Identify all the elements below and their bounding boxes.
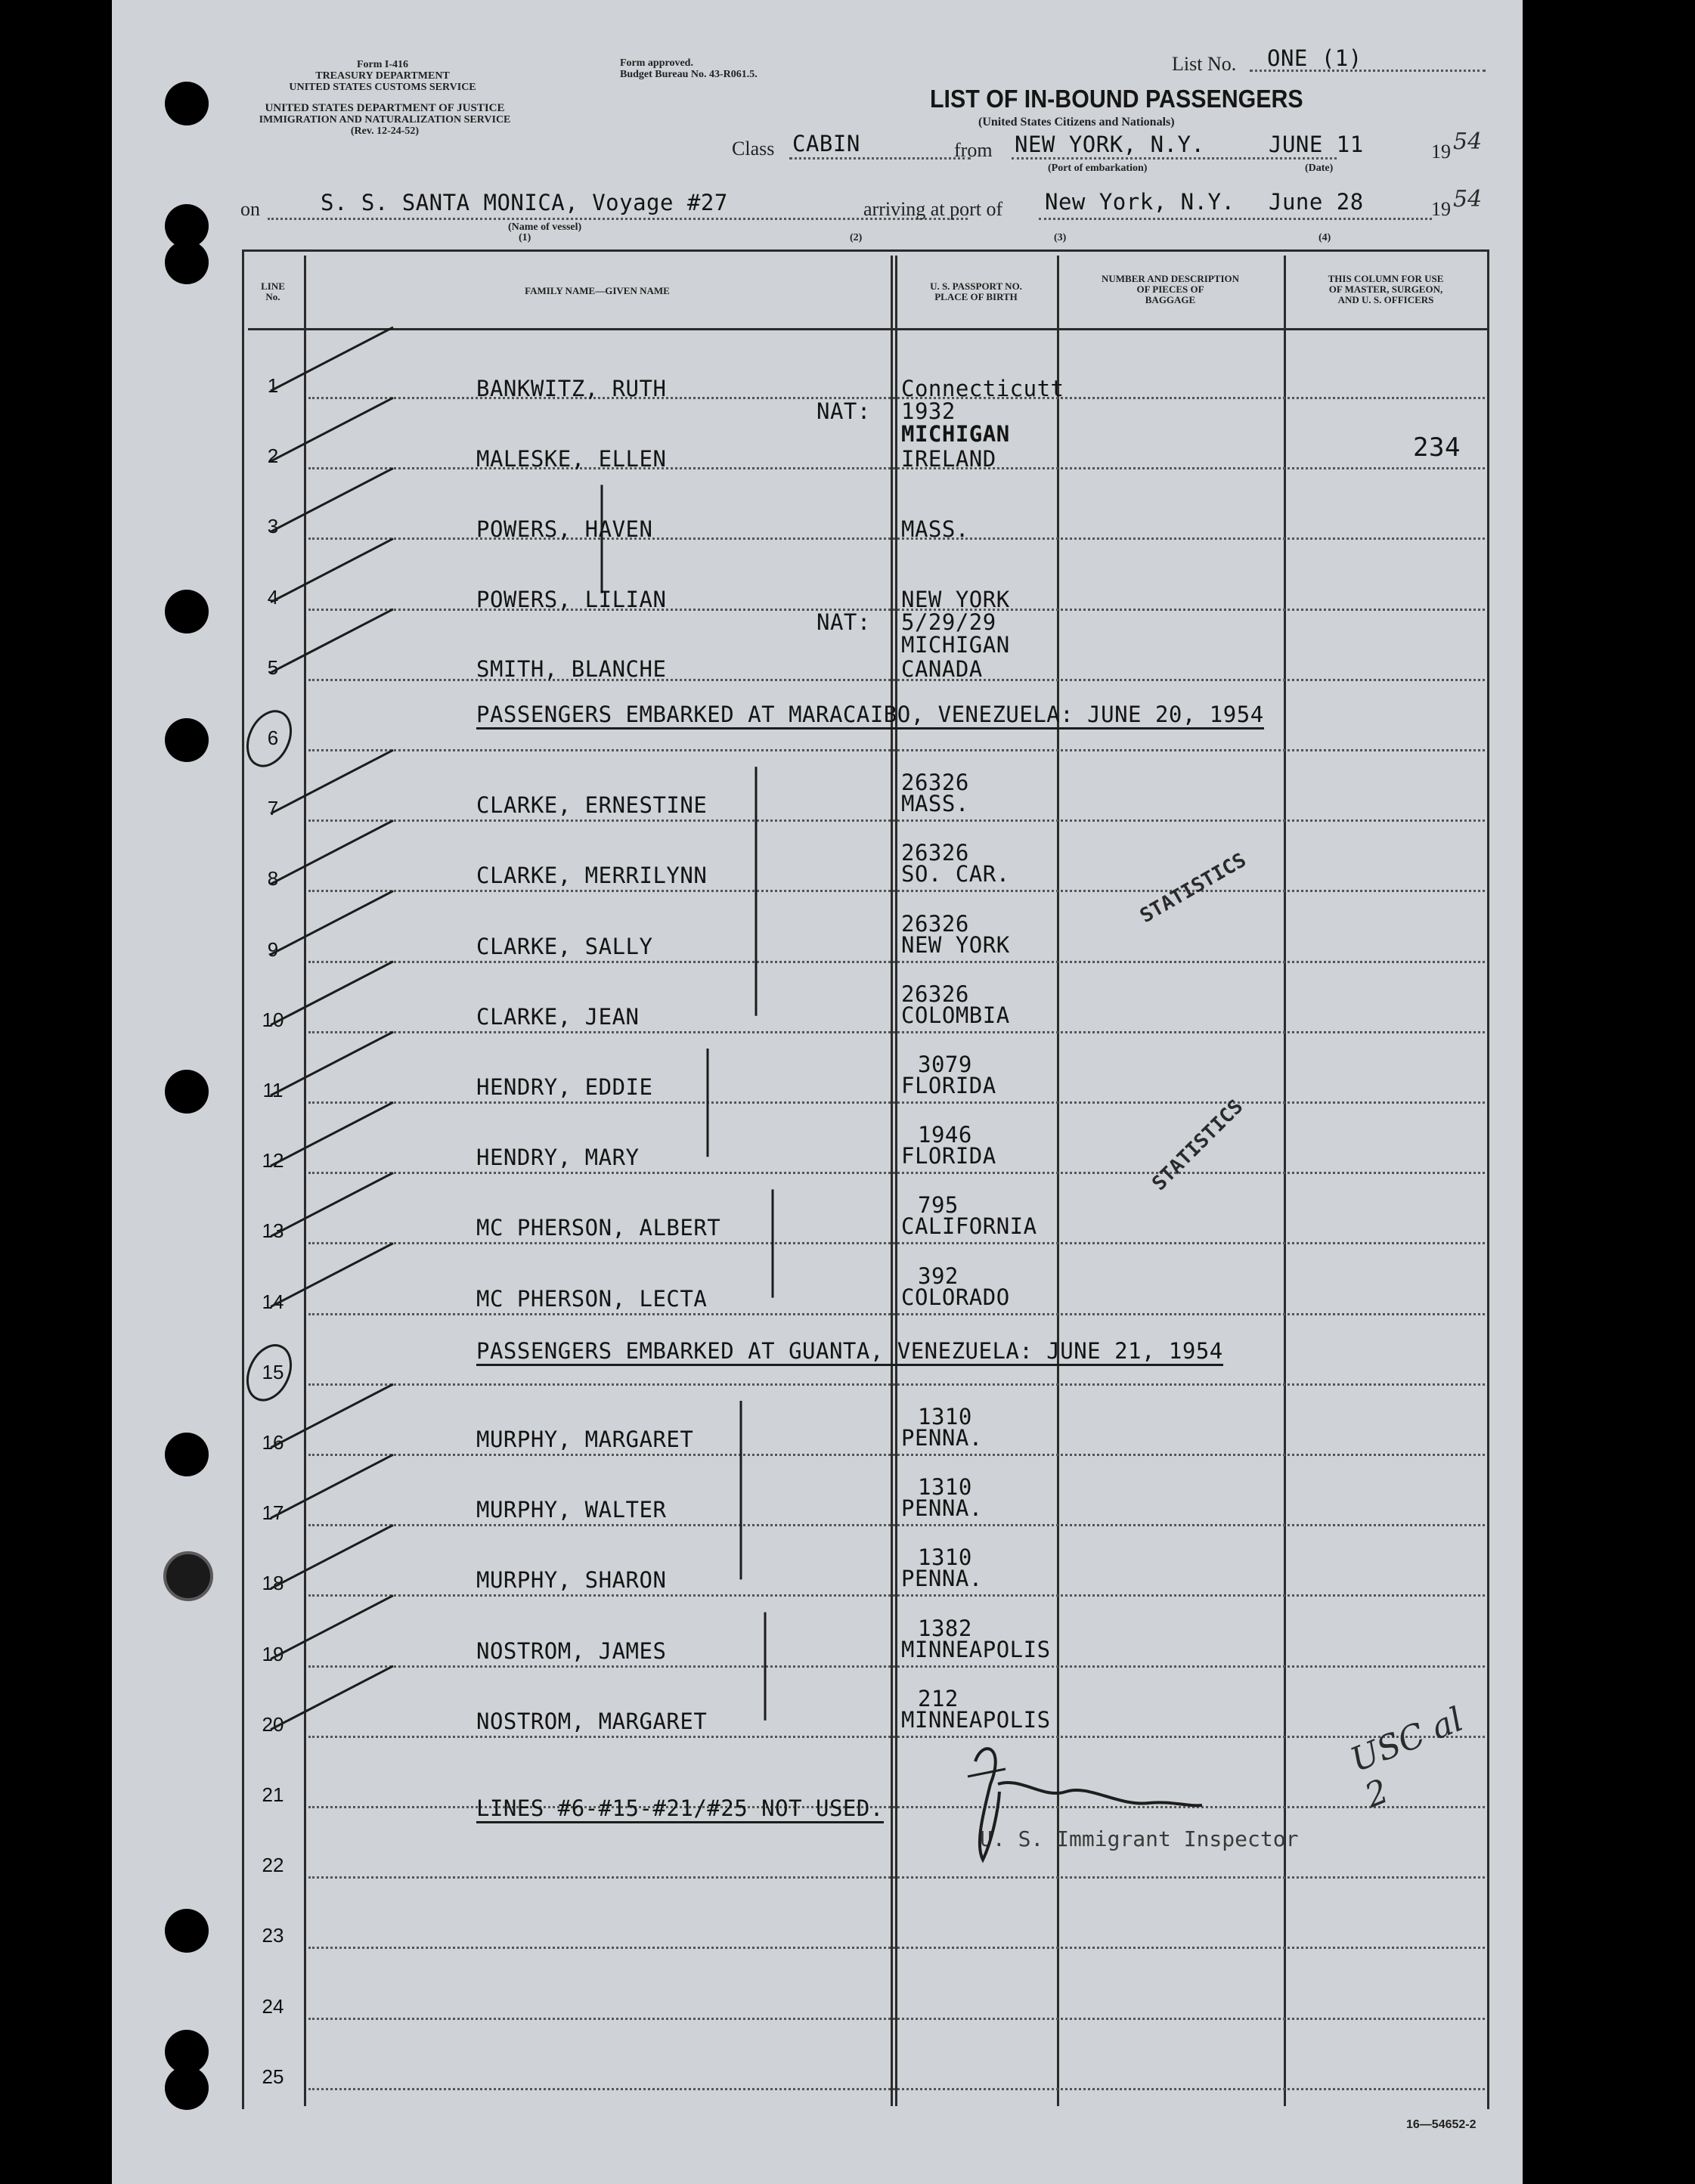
justice-block [237,103,532,137]
port-caption: (Port of embarkation) [1048,163,1148,174]
line-number: 15 [262,1360,284,1383]
passport-no: 3079 [918,1052,972,1077]
date-value: JUNE 11 [1269,132,1364,157]
passenger-name: MURPHY, WALTER [476,1497,667,1523]
line-number: 7 [267,797,279,820]
line-number: 23 [262,1924,284,1947]
passport-no: 1310 [918,1404,972,1430]
check-mark [271,820,393,884]
check-mark [271,1384,393,1448]
line-number: 6 [267,726,279,749]
arrival-year-prefix: 19 [1431,198,1451,220]
check-mark [271,539,393,603]
document-title: LIST OF IN-BOUND PASSENGERS [930,85,1303,113]
line-number: 16 [262,1431,284,1454]
nat-label: NAT: [817,398,871,424]
check-mark [271,1666,393,1730]
from-value: NEW YORK, N.Y. [1015,132,1205,157]
birth-place: MINNEAPOLIS [901,1706,1051,1733]
from-label: from [954,139,993,161]
col-num-4: (4) [1319,232,1331,243]
passport-no: 26326 [901,840,969,866]
birth-place-mid: MICHIGAN [901,421,1010,447]
col-num-3: (3) [1054,232,1067,243]
passenger-name: HENDRY, EDDIE [476,1074,653,1100]
line-number: 24 [262,1994,284,2018]
passport-no: 1310 [918,1474,972,1501]
check-mark [271,962,393,1025]
passenger-name: CLARKE, MERRILYNN [476,863,708,889]
check-mark [271,1454,393,1518]
line-number: 22 [262,1854,284,1877]
birth-place: FLORIDA [901,1143,996,1169]
inspector-signature [953,1731,1210,1875]
revision-date: (Rev. 12-24-52) [350,125,420,137]
line-number: 12 [262,1149,284,1173]
passenger-name: MURPHY, SHARON [476,1567,667,1594]
arriving-label: arriving at port of [863,198,1003,220]
birth-place: MASS. [901,516,969,542]
passenger-name: SMITH, BLANCHE [476,656,667,682]
class-dots [789,157,971,160]
inspector-label: U. S. Immigrant Inspector [980,1826,1299,1851]
check-mark [271,1173,393,1236]
passport-no: 1932 [901,398,956,424]
birth-place: MASS. [901,791,969,817]
col-num-2: (2) [850,232,863,243]
line-number: 4 [267,585,279,609]
line-number: 21 [262,1783,284,1806]
check-mark [271,327,393,391]
line-number: 19 [262,1642,284,1665]
doj-label: UNITED STATES DEPARTMENT OF JUSTICE [265,102,505,114]
col-num-1: (1) [519,232,531,243]
check-mark [271,468,393,531]
passport-no: 26326 [901,910,969,937]
line-head-2: No. [265,291,280,302]
passport-head-2: PLACE OF BIRTH [934,291,1018,302]
punch-hole [165,240,209,284]
form-approved: Form approved. [620,57,693,69]
arrival-port: New York, N.Y. [1045,189,1235,215]
document-subtitle: (United States Citizens and Nationals) [978,116,1175,129]
line-number: 25 [262,2065,284,2088]
check-mark [271,398,393,461]
vessel-value: S. S. SANTA MONICA, Voyage #27 [321,190,728,215]
arrival-year-suffix: 54 [1453,186,1483,212]
form-number: Form I-416 [356,59,409,70]
year-prefix: 19 [1431,141,1451,163]
line-number: 14 [262,1290,284,1313]
treasury-dept: TREASURY DEPARTMENT [315,70,450,82]
punch-hole [163,1551,213,1601]
passport-no: 1946 [918,1122,972,1148]
arrival-dots [1039,218,1432,220]
line-number: 10 [262,1008,284,1031]
passport-no: 1310 [918,1544,972,1571]
passport-no: 212 [918,1685,959,1712]
punch-hole [165,1070,209,1114]
margin-note: USC al 2 [1345,1699,1469,1816]
list-no-dots [1250,70,1486,72]
birth-place-mid: MICHIGAN [901,632,1010,658]
check-mark [271,1032,393,1095]
vessel-caption: (Name of vessel) [508,221,582,233]
birth-place: CANADA [901,656,983,682]
line-number: 17 [262,1501,284,1525]
line-number: 18 [262,1572,284,1595]
list-no-label: List No. [1172,53,1237,75]
statistics-stamp: STATISTICS [1136,848,1250,928]
birth-place: NEW YORK [901,587,1010,612]
passenger-name: MURPHY, MARGARET [476,1427,694,1452]
passenger-name: CLARKE, JEAN [476,1003,640,1030]
unused-line-circle [242,1338,299,1407]
baggage-head-1: NUMBER AND DESCRIPTION [1101,273,1240,284]
ins-label: IMMIGRATION AND NATURALIZATION SERVICE [259,114,511,125]
birth-place: PENNA. [901,1425,983,1451]
manifest-sheet [112,0,1523,2184]
birth-place: IRELAND [901,446,996,472]
statistics-stamp: STATISTICS [1148,1095,1248,1195]
officers-head-1: THIS COLUMN FOR USE [1328,273,1444,284]
baggage-head-2: OF PIECES OF [1136,283,1204,295]
passenger-name: BANKWITZ, RUTH [476,376,667,401]
passenger-name: MC PHERSON, LECTA [476,1285,708,1312]
section-heading-guanta: PASSENGERS EMBARKED AT GUANTA, VENEZUELA: JUNE 21, 1954 [476,1338,1223,1366]
on-label: on [240,198,260,220]
line-number: 1 [267,374,279,397]
line-number: 5 [267,655,279,679]
list-no-value: ONE (1) [1267,45,1362,71]
budget-bureau: Budget Bureau No. 43-R061.5. [620,69,758,80]
check-mark [271,750,393,813]
punch-hole [165,1909,209,1953]
passenger-name: NOSTROM, JAMES [476,1637,667,1664]
punch-hole [165,718,209,762]
punch-hole [165,1433,209,1476]
class-label: Class [732,138,775,160]
line-number: 3 [267,515,279,538]
birth-place: PENNA. [901,1566,983,1592]
line-head-1: LINE [261,280,285,292]
check-mark [271,1244,393,1307]
officers-head-3: AND U. S. OFFICERS [1337,294,1434,305]
passenger-name: MALESKE, ELLEN [476,446,667,472]
passport-no: 5/29/29 [901,609,996,635]
birth-place: Connecticutt [901,376,1064,401]
passport-no: 1382 [918,1615,972,1641]
passport-head-1: U. S. PASSPORT NO. [930,280,1022,292]
birth-place: FLORIDA [901,1073,996,1098]
punch-hole [165,590,209,634]
check-mark [271,1102,393,1166]
class-value: CABIN [792,131,860,156]
passenger-name: CLARKE, ERNESTINE [476,792,708,819]
birth-place: COLORADO [901,1284,1010,1310]
nat-label: NAT: [817,609,871,635]
punch-hole [165,2066,209,2110]
tally-marks [242,249,1489,2109]
line-number: 2 [267,445,279,468]
passenger-name: MC PHERSON, ALBERT [476,1215,721,1241]
from-dots [1012,157,1337,160]
birth-place: CALIFORNIA [901,1213,1037,1240]
line-number: 20 [262,1712,284,1736]
header-name: FAMILY NAME—GIVEN NAME [525,285,670,296]
birth-place: COLOMBIA [901,1002,1010,1028]
passport-no: 392 [918,1262,959,1289]
check-mark [271,1596,393,1659]
unused-line-circle [242,705,299,773]
passenger-name: CLARKE, SALLY [476,933,653,959]
check-mark [271,1525,393,1588]
punch-hole [165,82,209,125]
officer-number: 234 [1413,432,1461,463]
birth-place: NEW YORK [901,931,1010,958]
baggage-head-3: BAGGAGE [1145,294,1196,305]
date-caption: (Date) [1305,163,1334,174]
arrival-date: June 28 [1269,189,1364,215]
passenger-name: POWERS, LILIAN [476,587,667,612]
line-number: 9 [267,937,279,961]
lines-not-used-note: LINES #6-#15-#21/#25 NOT USED. [476,1795,884,1823]
passenger-name: NOSTROM, MARGARET [476,1708,708,1734]
footer-code: 16—54652-2 [1406,2118,1477,2131]
passenger-table [242,249,1489,2131]
check-mark [271,891,393,955]
section-heading-maracaibo: PASSENGERS EMBARKED AT MARACAIBO, VENEZUELA: JUNE 20, 1954 [476,702,1264,730]
passenger-name: POWERS, HAVEN [476,516,653,542]
birth-place: PENNA. [901,1495,983,1522]
approval-block [620,57,758,80]
line-number: 8 [267,867,279,891]
officers-head-2: OF MASTER, SURGEON, [1328,283,1443,295]
check-mark [271,609,393,673]
passenger-name: HENDRY, MARY [476,1145,640,1171]
birth-place: SO. CAR. [901,861,1010,888]
form-block [269,59,496,93]
customs-service: UNITED STATES CUSTOMS SERVICE [289,82,476,93]
passport-no: 795 [918,1192,959,1219]
passport-no: 26326 [901,980,969,1007]
year-suffix: 54 [1453,129,1483,155]
passport-no: 26326 [901,770,969,796]
birth-place: MINNEAPOLIS [901,1636,1051,1662]
line-number: 13 [262,1219,284,1243]
line-number: 11 [262,1079,284,1101]
